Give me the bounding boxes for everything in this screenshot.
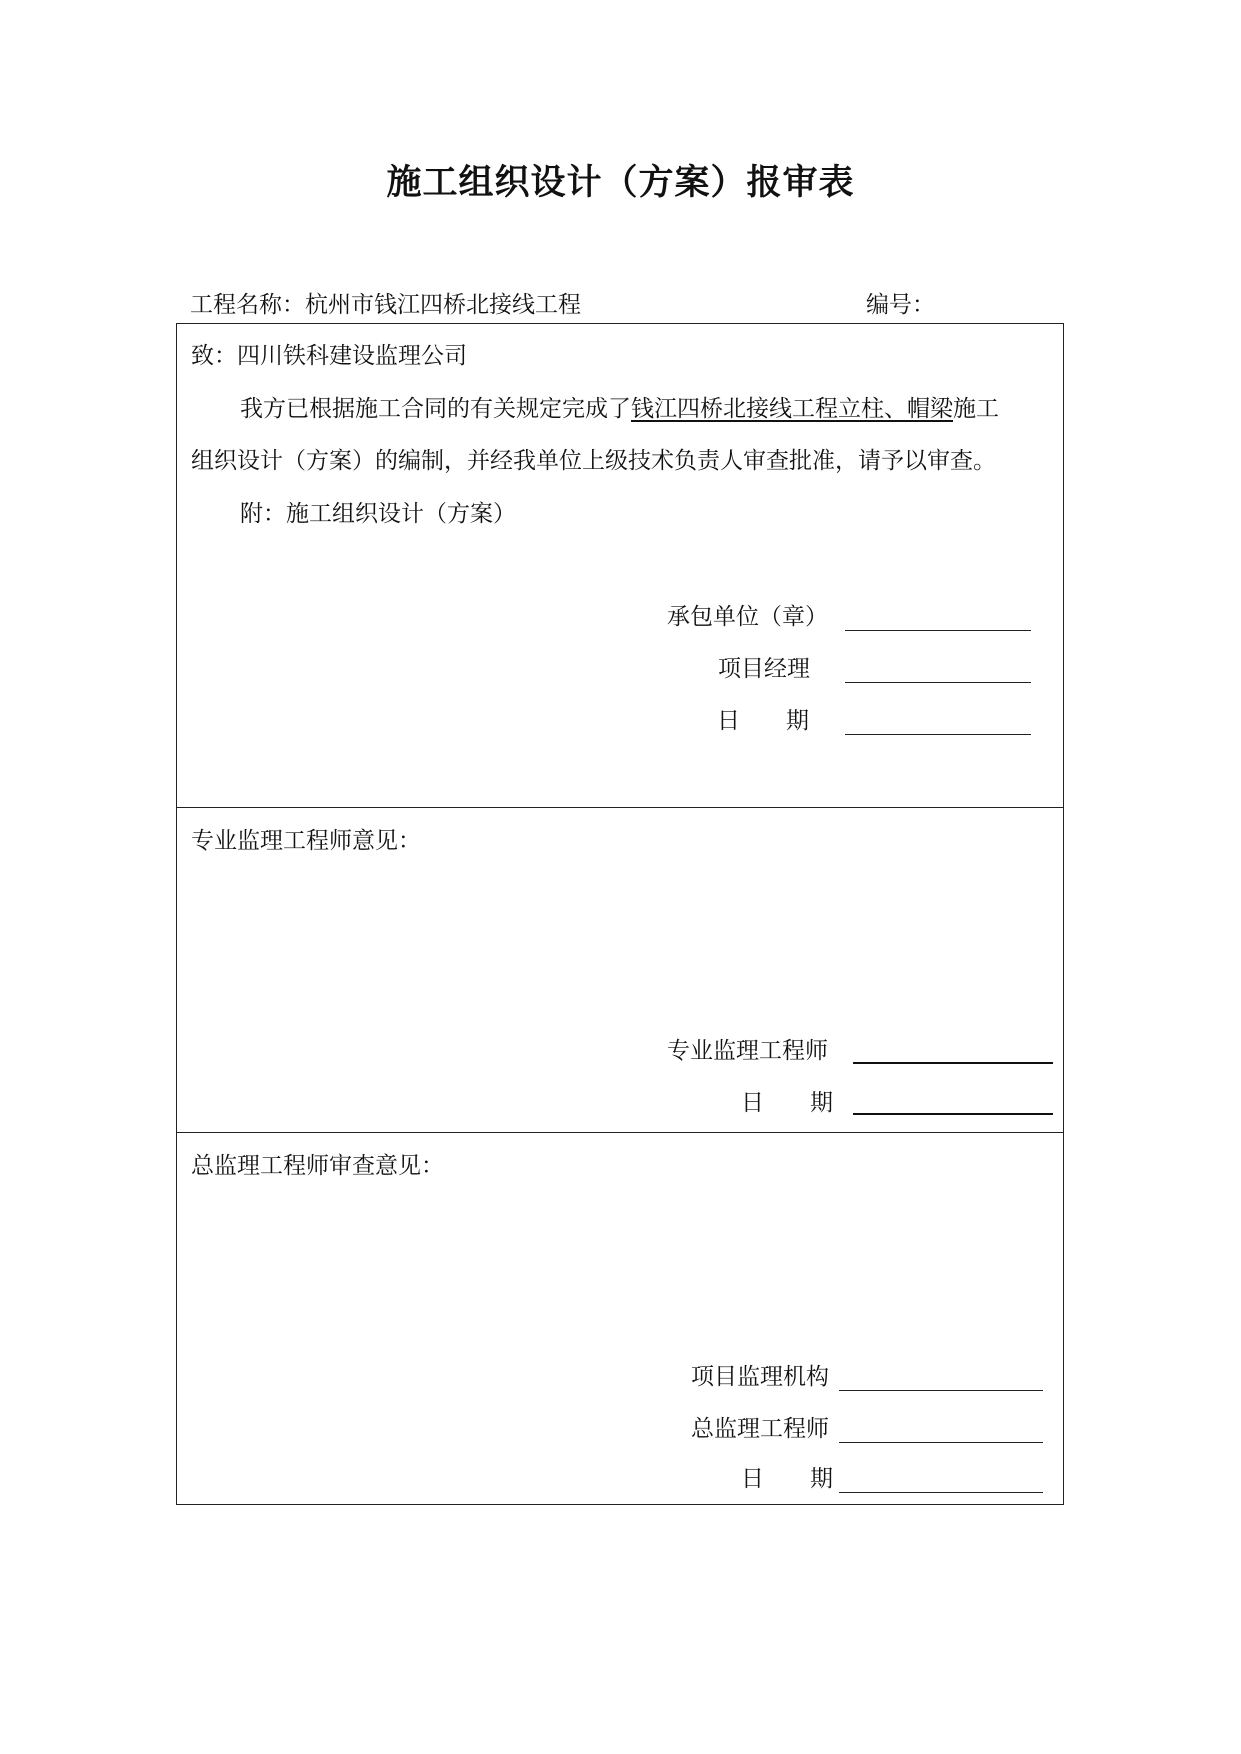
contractor-seal-label: 承包单位（章） [667,604,828,630]
submission-body-suffix: 施工 [953,396,999,422]
section-divider-2 [177,1132,1063,1133]
project-manager-label: 项目经理 [718,656,810,682]
number-label: 编号： [866,292,935,318]
specialist-engineer-label: 专业监理工程师 [667,1038,828,1064]
section-divider-1 [177,807,1063,808]
chief-opinion-heading: 总监理工程师审查意见： [191,1153,444,1179]
addressee-label: 致： [191,343,237,369]
addressee-value: 四川铁科建设监理公司 [237,343,467,369]
submission-scope-underlined: 钱江四桥北接线工程立柱、帽梁 [631,396,953,422]
specialist-date-label: 日 期 [741,1090,833,1116]
attachment-line: 附：施工组织设计（方案） [240,501,516,527]
specialist-date-line [853,1113,1053,1115]
specialist-opinion-heading: 专业监理工程师意见： [191,828,421,854]
contractor-date-line [845,734,1031,735]
chief-engineer-label: 总监理工程师 [691,1416,829,1442]
supervision-org-label: 项目监理机构 [691,1364,829,1390]
chief-date-label: 日 期 [741,1466,833,1492]
contractor-date-label: 日 期 [717,708,809,734]
project-name-value: 杭州市钱江四桥北接线工程 [305,292,581,318]
project-name-row [190,290,581,320]
submission-body-line2: 组织设计（方案）的编制，并经我单位上级技术负责人审查批准，请予以审查。 [191,448,996,474]
project-name-label: 工程名称： [190,292,305,318]
submission-body-line1 [240,394,999,424]
contractor-seal-line [845,630,1031,631]
specialist-engineer-line [853,1062,1053,1064]
review-form-table [176,323,1064,1505]
submission-body-prefix: 我方已根据施工合同的有关规定完成了 [240,396,631,422]
chief-engineer-line [839,1442,1043,1443]
project-manager-line [845,682,1031,683]
chief-date-line [839,1492,1043,1493]
addressee-row [191,341,467,371]
supervision-org-line [839,1390,1043,1391]
page-title: 施工组织设计（方案）报审表 [386,162,855,203]
